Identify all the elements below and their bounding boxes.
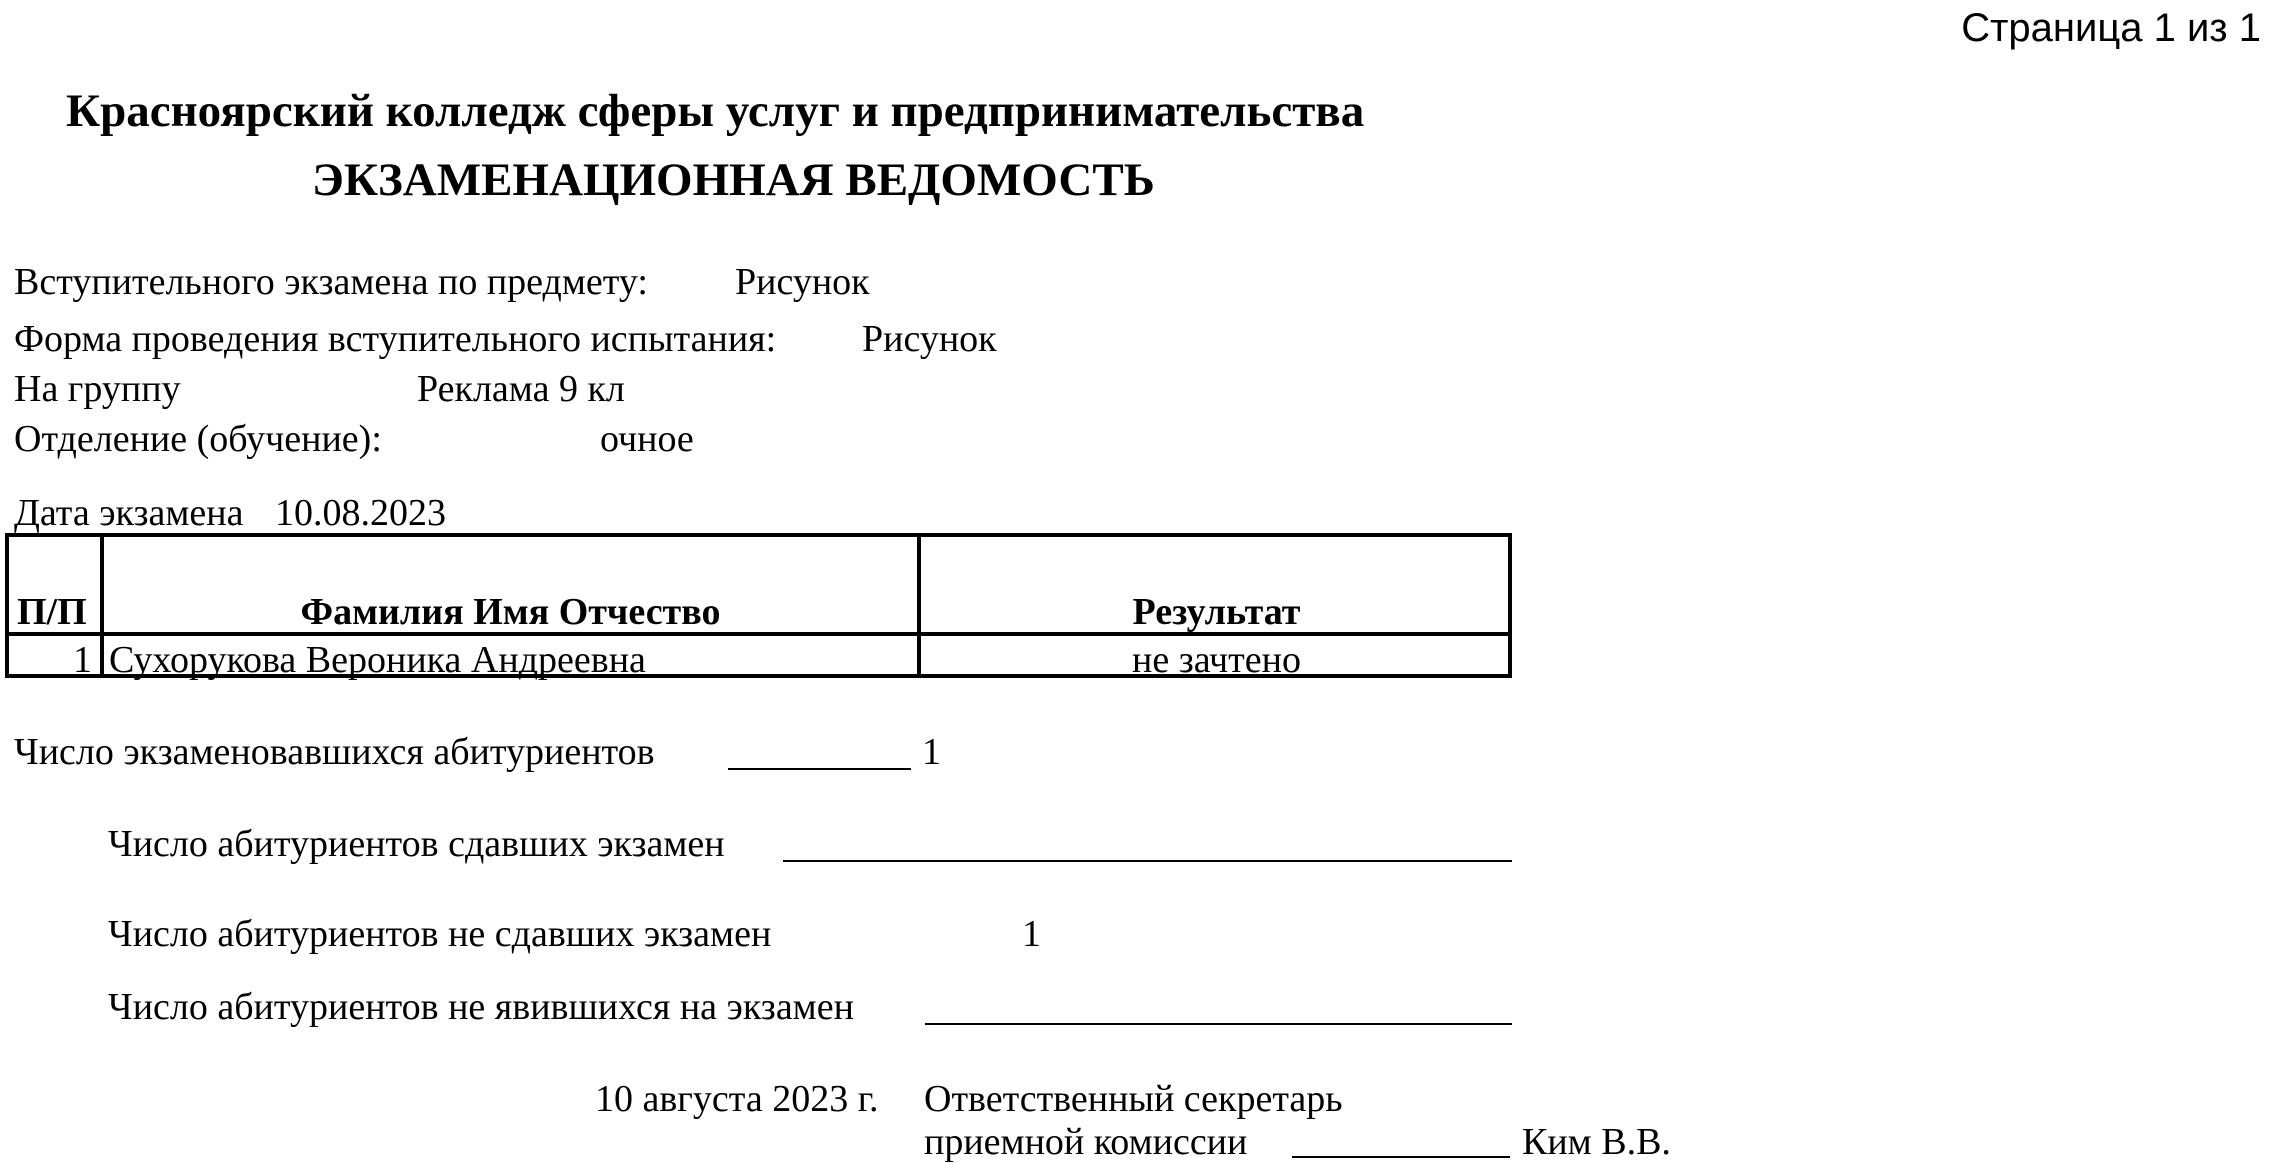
passed-underline [783, 860, 1512, 862]
header-full-name: Фамилия Имя Отчество [300, 591, 721, 633]
group-value: Реклама 9 кл [417, 368, 625, 410]
college-name: Красноярский колледж сферы услуг и предпринимательства [66, 85, 1365, 137]
examined-label: Число экзаменовавшихся абитуриентов [14, 731, 655, 773]
group-label: На группу [14, 368, 181, 410]
row-result: не зачтено [1132, 639, 1301, 681]
department-label: Отделение (обучение): [14, 418, 382, 460]
signature-role-line1: Ответственный секретарь [924, 1078, 1343, 1120]
subject-value: Рисунок [735, 261, 870, 303]
subject-label: Вступительного экзамена по предмету: [14, 261, 648, 303]
signature-role-line2: приемной комиссии [924, 1121, 1248, 1163]
absent-label: Число абитуриентов не явившихся на экзамен [108, 986, 854, 1028]
passed-label: Число абитуриентов сдавших экзамен [108, 823, 725, 865]
row-number: 1 [73, 639, 92, 681]
form-label: Форма проведения вступительного испытания: [14, 318, 777, 360]
signature-name: Ким В.В. [1522, 1121, 1671, 1163]
exam-date-label: Дата экзамена [14, 492, 244, 534]
header-number: П/П [17, 591, 87, 633]
document-title: ЭКЗАМЕНАЦИОННАЯ ВЕДОМОСТЬ [312, 154, 1155, 206]
absent-underline [925, 1023, 1512, 1025]
failed-value: 1 [1022, 913, 1041, 955]
row-full-name: Сухорукова Вероника Андреевна [109, 639, 646, 681]
exam-date-value: 10.08.2023 [275, 492, 446, 534]
form-value: Рисунок [862, 318, 997, 360]
results-table [5, 533, 1512, 681]
examined-underline [728, 768, 911, 770]
page-counter: Страница 1 из 1 [1961, 6, 2261, 50]
header-result: Результат [1132, 591, 1301, 633]
signature-underline [1292, 1156, 1510, 1158]
failed-label: Число абитуриентов не сдавших экзамен [108, 913, 772, 955]
department-value: очное [600, 418, 694, 460]
examined-value: 1 [922, 731, 941, 773]
signature-date: 10 августа 2023 г. [595, 1078, 879, 1120]
